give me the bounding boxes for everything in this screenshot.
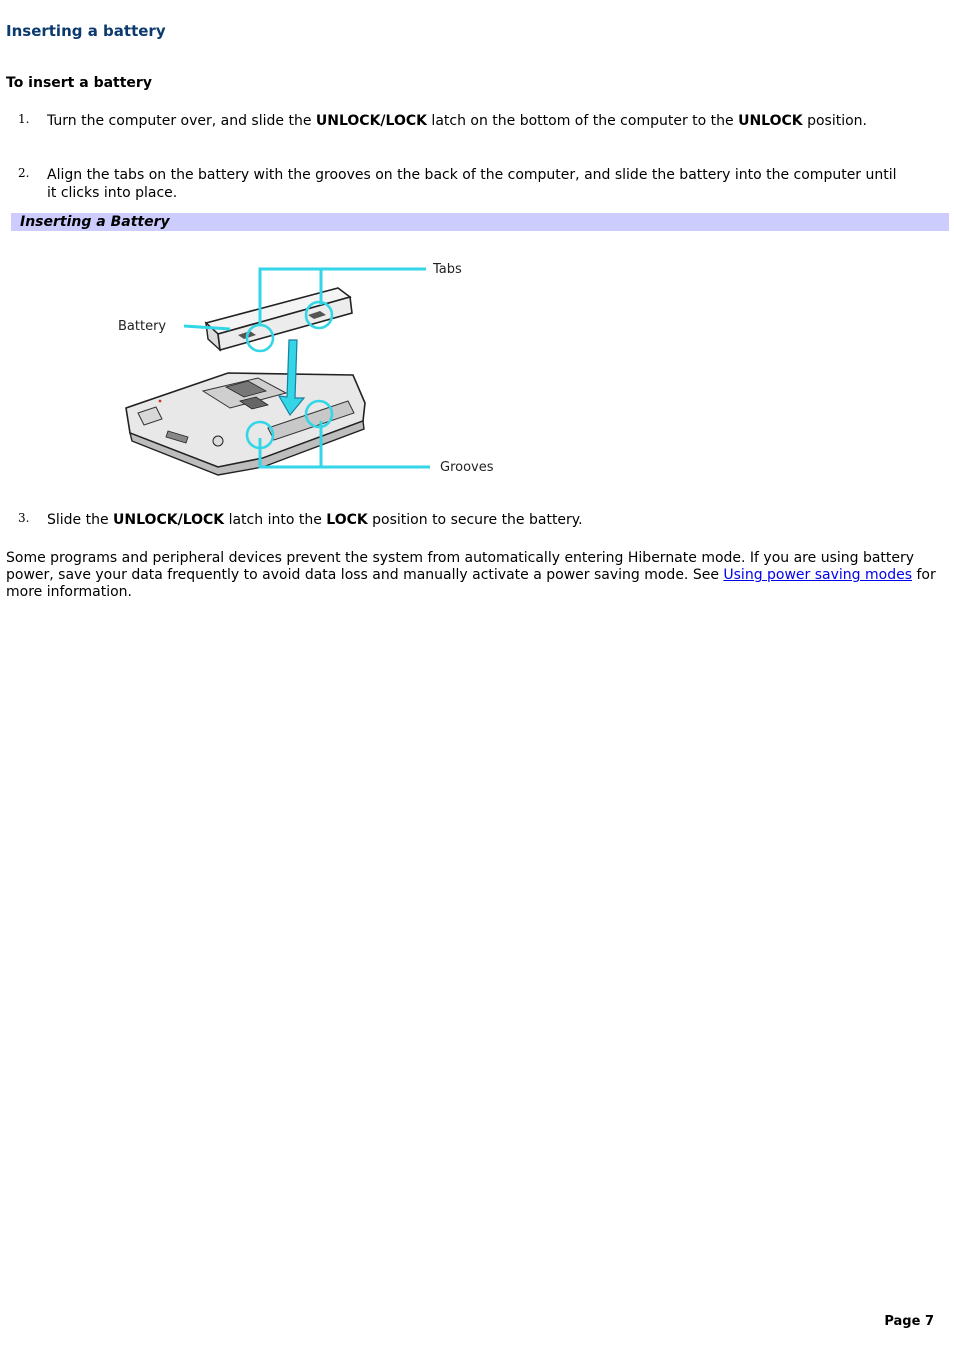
figure-caption-bar <box>11 213 949 231</box>
latch-name: UNLOCK/LOCK <box>315 113 427 129</box>
procedure-heading: To insert a battery <box>6 75 152 91</box>
step-text: Slide the UNLOCK/LOCK latch into the LOCK position to secure the battery. <box>47 512 583 528</box>
latch-position: UNLOCK <box>738 113 803 129</box>
figure-caption: Inserting a Battery <box>20 214 170 230</box>
power-saving-modes-link[interactable]: Using power saving modes <box>723 567 913 583</box>
battery-insertion-illustration <box>108 243 508 495</box>
latch-name: UNLOCK/LOCK <box>113 512 225 528</box>
step-number: 1. <box>18 112 30 126</box>
tabs-label: Tabs <box>433 262 462 277</box>
step-text: Turn the computer over, and slide the UNLOCK/LOCK latch on the bottom of the computer to the UNLOCK position. <box>47 113 867 129</box>
hibernate-note: Some programs and peripheral devices prevent the system from automatically entering Hibernate mode. If you are using battery power, save your data frequently to avoid data loss and manually activate a power saving mode. See Using power saving modes for more information. <box>6 550 936 600</box>
battery-label: Battery <box>118 319 167 334</box>
step-number: 2. <box>18 166 30 180</box>
step-text: Align the tabs on the battery with the grooves on the back of the computer, and slide the battery into the computer until it clicks into place. <box>47 167 897 201</box>
page-number: Page 7 <box>884 1314 934 1329</box>
grooves-label: Grooves <box>440 460 494 475</box>
step-number: 3. <box>18 511 30 525</box>
page-title: Inserting a battery <box>6 22 166 40</box>
latch-position: LOCK <box>326 512 368 528</box>
